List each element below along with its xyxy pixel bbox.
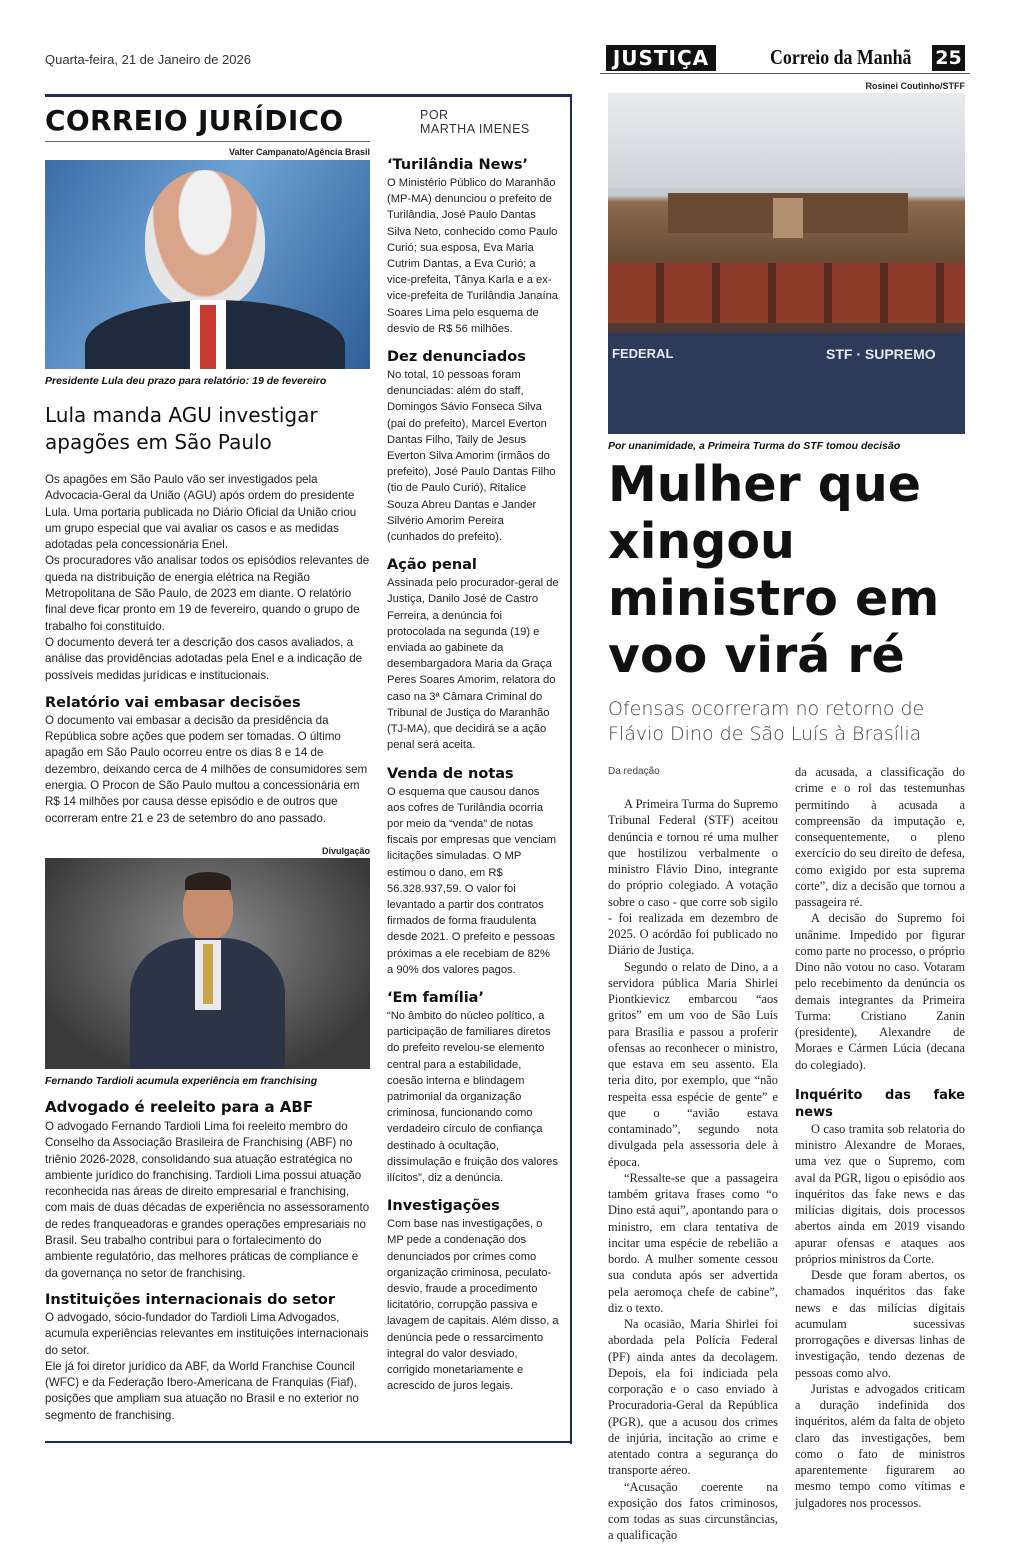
- photo-credit: Rosinei Coutinho/STFF: [865, 81, 965, 91]
- note-block: [387, 1196, 559, 1394]
- section-right-rule: [570, 94, 572, 1444]
- subheading: Instituições internacionais do setor: [45, 1291, 336, 1308]
- section-bottom-rule: [45, 1441, 572, 1443]
- column-byline: [420, 108, 530, 136]
- byline-por: POR: [420, 108, 449, 122]
- note-block: [387, 988, 559, 1186]
- newspaper-logo: Correio da Manhã: [770, 45, 912, 69]
- paragraph: “Acusação coerente na exposição dos fatos criminosos, com todas as suas circunstâncias, a qualificação: [608, 1479, 778, 1543]
- stf-article-col2: [795, 764, 965, 1511]
- note-block: [387, 764, 559, 978]
- note-text: Com base nas investigações, o MP pede a condenação dos denunciados por crimes como organização criminosa, peculato-desvio, fraude a procedimento licitatório, corrupção passiva e lavagem de capitais. Além disso, a denúncia pede o ressarcimento integral do valor desviado, corrigido monetariamente e acrescido de juros legais.: [387, 1218, 559, 1393]
- subheading: Inquérito das fake news: [795, 1087, 965, 1120]
- paragraph: Na ocasião, Maria Shirlei foi abordada pela Polícia Federal (PF) ainda antes da decolagem. Depois, ela foi indiciada pela corporação e o caso enviado à Procuradoria-Geral da República (PGR), que a acusou dos crimes de injúria, incitação ao crime e atentado contra a segurança do transporte aéreo.: [608, 1317, 778, 1478]
- paragraph: Juristas e advogados criticam a duração indefinida dos inquéritos, além da falta de objeto claro das investigações, bem como o fato de ministros aparentemente figurarem ao mesmo tempo como vítimas e julgadores nos processos.: [795, 1381, 965, 1510]
- tardioli-photo: [45, 858, 370, 1069]
- header-rule: [600, 73, 970, 74]
- column-title: CORREIO JURÍDICO: [45, 104, 344, 137]
- paragraph: Os procuradores vão analisar todos os episódios relevantes de queda na distribuição de energia elétrica na Região Metropolitana de São Paulo, de 2023 em diante. O relatório final deve ficar pronto em 19 de fevereiro, quando o grupo de trabalho foi constituído.: [45, 554, 370, 633]
- turilandia-column: [387, 155, 559, 1394]
- paragraph: “Ressalte-se que a passageira também gritava frases como “o Dino está aqui”, apontando para o ministro, em clara tentativa de incitar uma espécie de rebelião a bordo. A mulher somente cessou sua conduta após ser advertida pela aeromoça chefe de cabine”, diz o texto.: [608, 1170, 778, 1315]
- note-title: Dez denunciados: [387, 349, 526, 366]
- paragraph: Desde que foram abertos, os chamados inquéritos das fake news e das milícias digitais acumulam sucessivas prorrogações e diversas linhas de investigação, tendo dezenas de pessoas como alvo.: [795, 1268, 965, 1380]
- section-top-rule: [45, 94, 572, 97]
- note-text: “No âmbito do núcleo político, a participação de familiares diretos do prefeito revelou-se elemento central para a estabilidade, coesão interna e blindagem patrimonial da organização criminosa, funcionando como verdadeiro círculo de confiança destinado à ocultação, dissimulação e fruição dos valores ilícitos”, diz a denúncia.: [387, 1009, 559, 1184]
- stf-courtroom-photo: [608, 93, 965, 434]
- paragraph: O documento deverá ter a descrição dos casos avaliados, a análise das providências adotadas pela Enel e a indicação de possíveis medidas jurídicas e institucionais.: [45, 635, 363, 682]
- note-title: Venda de notas: [387, 765, 514, 782]
- page-date: Quarta-feira, 21 de Janeiro de 2026: [45, 52, 251, 67]
- note-text: No total, 10 pessoas foram denunciadas: além do staff, Domingos Sávio Fonseca Silva (pai do prefeito), Marcel Everton Dantas Filho, Taily de Jesus Everton Silva Amorim (irmãos do prefeito), José Paulo Dantas Filho (tio de Paulo Curió), Ritalice Souza Abreu Dantas e Jander Silvério Amorim Pereira (cunhados do prefeito).: [387, 369, 556, 544]
- paragraph: O documento vai embasar a decisão da presidência da República sobre ações que podem ser tomadas. O último apagão em São Paulo ocorreu entre os dias 8 e 14 de dezembro, deixando cerca de 4 milhões de consumidores sem energia. O Procon de São Paulo multou a concessionária em R$ 14 milhões por causa desse episódio e de outros que ocorreram entre 21 e 23 de setembro do ano passado.: [45, 713, 368, 825]
- main-subheadline: Ofensas ocorreram no retorno de Flávio Dino de São Luís à Brasília: [608, 698, 925, 745]
- abf-headline: Advogado é reeleito para a ABF: [45, 1098, 314, 1116]
- subheading: Relatório vai embasar decisões: [45, 694, 301, 711]
- lula-headline: Lula manda AGU investigar apagões em São Paulo: [45, 403, 318, 454]
- paragraph: da acusada, a classificação do crime e o rol das testemunhas permitindo à acusada a compreensão da imputação e, consequentemente, o pleno exercício do seu direito de defesa, como exigido por esta suprema corte”, diz a decisão que tornou a passageira ré.: [795, 765, 965, 909]
- paragraph: O advogado, sócio-fundador do Tardioli Lima Advogados, acumula experiências relevantes em instituições internacionais do setor.: [45, 1310, 369, 1357]
- stf-photo-caption: Por unanimidade, a Primeira Turma do STF tomou decisão: [608, 440, 901, 452]
- photo-credit: Valter Campanato/Agência Brasil: [228, 147, 370, 157]
- note-block: [387, 155, 559, 337]
- abf-article: [45, 1097, 370, 1424]
- note-text: O Ministério Público do Maranhão (MP-MA) denunciou o prefeito de Turilândia, José Paulo Dantas Silva Neto, conhecido como Paulo Curió; sua esposa, Eva Maria Cutrim Dantas, a Eva Curió; a vice-prefeita, Tânya Karla e a ex-vice-prefeita de Turilândia Janaína Soares Lima pelo esquema de desvio de R$ 56 milhões.: [387, 177, 559, 335]
- lula-photo: [45, 160, 370, 369]
- stf-article-col1: [608, 796, 778, 1544]
- note-text: Assinada pelo procurador-geral de Justiça, Danilo José de Castro Ferreira, a denúncia foi protocolada na segunda (19) e enviada ao gabinete da desembargadora Maria da Graça Peres Soares Amorim, relatora do caso na 3ª Câmara Criminal do Tribunal de Justiça do Maranhão (TJ-MA), que decidirá se a ação penal será aceita.: [387, 577, 559, 752]
- page-number: 25: [932, 45, 965, 71]
- photo-sign-left: FEDERAL: [612, 346, 674, 361]
- paragraph: Ele já foi diretor jurídico da ABF, da World Franchise Council (WFC) e da Federação Ibero-Americana de Franquias (Fiaf), posições que ampliam sua atuação no Brasil e no exterior no segmento de franchising.: [45, 1359, 359, 1422]
- byline-author: MARTHA IMENES: [420, 122, 530, 136]
- photo-credit: Divulgação: [321, 846, 370, 856]
- note-block: [387, 347, 559, 545]
- note-title: ‘Turilândia News’: [387, 157, 529, 173]
- note-title: Ação penal: [387, 557, 477, 574]
- note-title: Investigações: [387, 1198, 500, 1215]
- lula-photo-caption: Presidente Lula deu prazo para relatório: 19 de fevereiro: [45, 375, 327, 387]
- lula-article: [45, 472, 370, 827]
- column-title-rule: [45, 141, 370, 142]
- paragraph: O advogado Fernando Tardioli Lima foi reeleito membro do Conselho da Associação Brasileira de Franchising (ABF) no triênio 2026-2028, consolidando sua atuação estratégica no ambiente jurídico do franchising. Tardioli Lima possui atuação reconhecida nas áreas de direito empresarial e franchising, com mais de duas décadas de experiência no assessoramento de redes franqueadoras e grandes operações empresariais no Brasil. Seu trabalho contribui para o fortalecimento do ambiente regulatório, das melhores práticas de compliance e da governança no setor de franchising.: [45, 1120, 370, 1280]
- article-byline: Da redação: [608, 766, 660, 777]
- paragraph: Os apagões em São Paulo vão ser investigados pela Advocacia-Geral da União (AGU) após ordem do presidente Lula. Uma portaria publicada no Diário Oficial da União criou um grupo especial que vai avaliar os casos e as medidas adotadas pela concessionária Enel.: [45, 473, 357, 552]
- paragraph: O caso tramita sob relatoria do ministro Alexandre de Moraes, uma vez que o Supremo, com aval da PGR, ligou o episódio aos inquéritos das fake news e das milícias digitais, dois processos abertos ainda em 2019 visando apurar ofensas e ataques aos próprios ministros da Corte.: [795, 1121, 965, 1266]
- tardioli-photo-caption: Fernando Tardioli acumula experiência em franchising: [45, 1075, 318, 1087]
- main-headline: Mulher que xingou ministro em voo virá ré: [608, 456, 940, 684]
- photo-sign-right: STF · SUPREMO: [826, 346, 936, 362]
- section-label: JUSTIÇA: [606, 45, 716, 71]
- note-block: [387, 555, 559, 753]
- paragraph: A decisão do Supremo foi unânime. Impedido por figurar como parte no processo, o próprio Dino não votou no caso. Votaram pelo recebimento da denúncia os demais integrantes da Primeira Turma: Cristiano Zanin (presidente), Alexandre de Moraes e Cármen Lúcia (decana do colegiado).: [795, 911, 965, 1072]
- paragraph: Segundo o relato de Dino, a a servidora pública Maria Shirlei Piontkievicz embarcou “aos gritos” em um voo de São Luís para Brasília e passou a proferir ofensas ao reconhecer o ministro, que estava em seu assento. Ela teria dito, por exemplo, que “não respeita essa espécie de gente” e que o “avião estava contaminado”, segundo nota divulgada pela assessoria dele à época.: [608, 959, 778, 1169]
- paragraph: A Primeira Turma do Supremo Tribunal Federal (STF) aceitou denúncia e tornou ré uma mulher que hostilizou verbalmente o ministro Flávio Dino, integrante do próprio colegiado. A votação sobre o caso - que corre sob sigilo - foi realizada em dezembro de 2025. O acórdão foi publicado no Diário de Justiça.: [608, 797, 778, 958]
- note-text: O esquema que causou danos aos cofres de Turilândia ocorria por meio da “venda” de notas fiscais por empresas que venciam licitações simuladas. O MP estimou o dano, em R$ 56.328.937,59. O valor foi levantado a partir dos contratos firmados de forma fraudulenta desde 2021. O prefeito e pessoas próximas a ele recebiam de 82% a 90% dos valores pagos.: [387, 785, 557, 976]
- note-title: ‘Em família’: [387, 989, 484, 1006]
